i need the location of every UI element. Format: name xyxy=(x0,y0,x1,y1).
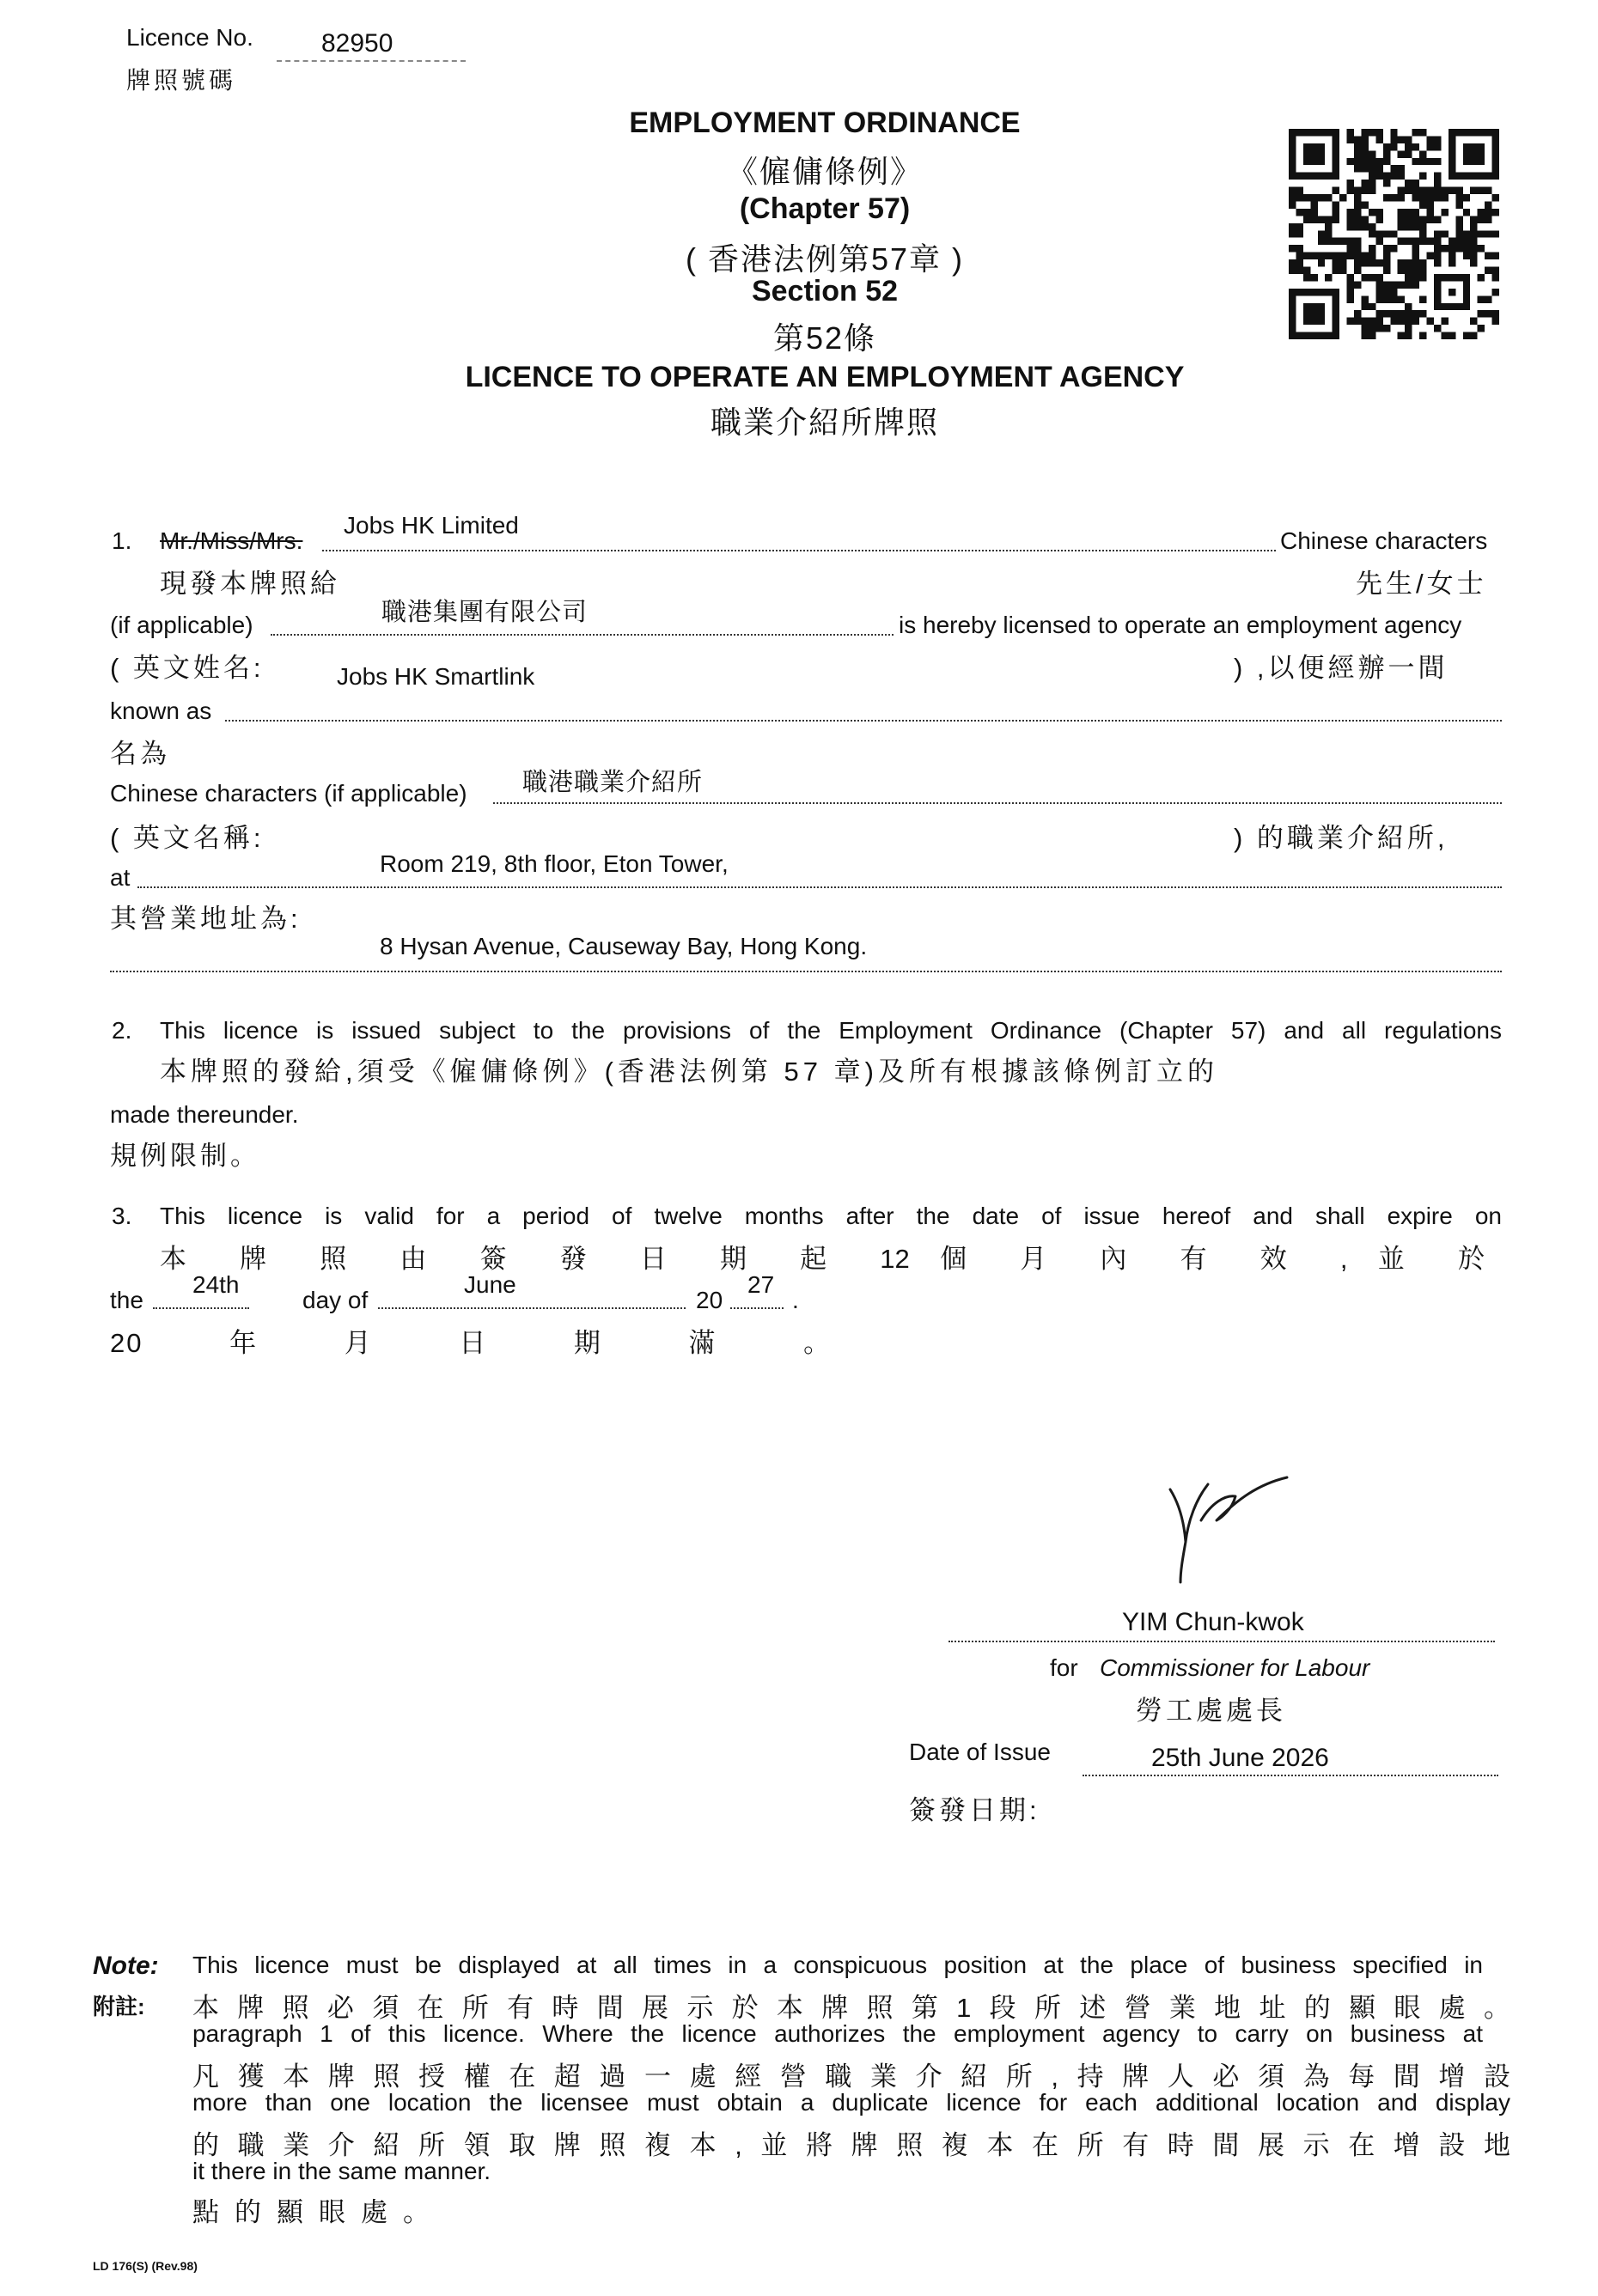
section-zh: 第52條 xyxy=(772,320,877,356)
licensee-name-zh-line xyxy=(271,634,894,636)
licence-no-value: 82950 xyxy=(321,29,393,58)
note-label-zh: 附註: xyxy=(93,1994,145,2019)
address-zh: 其營業地址為: xyxy=(110,904,302,934)
agency-name-line xyxy=(225,720,1502,722)
chapter-zh: ( 香港法例第57章 ) xyxy=(685,241,965,277)
licence-title-zh: 職業介紹所牌照 xyxy=(710,405,939,440)
english-title-zh: ( 英文名稱: xyxy=(110,823,265,853)
note-line1-en: This licence must be displayed at all times in a conspicuous position at the place of business specified in xyxy=(192,1952,1483,1978)
licensee-name-zh: 職港集團有限公司 xyxy=(381,599,589,626)
para3-the: the xyxy=(110,1287,143,1313)
signature-for: for xyxy=(1050,1654,1078,1681)
para2-number: 2. xyxy=(112,1017,132,1044)
section-en: Section 52 xyxy=(751,275,899,308)
licence-no-label-zh: 牌照號碼 xyxy=(126,67,237,94)
note-line1-zh: 本牌照必須在所有時間展示於本牌照第1段所述營業地址的顯眼處。 xyxy=(192,1993,1510,2023)
date-of-issue-label: Date of Issue xyxy=(909,1739,1051,1765)
expiry-month-line xyxy=(378,1307,686,1309)
para3-period: . xyxy=(792,1287,799,1313)
para2-line2-en: made thereunder. xyxy=(110,1101,299,1128)
licensee-name-line xyxy=(322,550,1276,551)
licence-no-underline xyxy=(277,60,466,62)
ordinance-title-zh: 《僱傭條例》 xyxy=(726,154,923,189)
para2-line1-zh: 本牌照的發給,須受《僱傭條例》(香港法例第 57 章)及所有根據該條例訂立的 xyxy=(160,1057,1218,1087)
if-applicable-label: (if applicable) xyxy=(110,612,253,638)
at-label: at xyxy=(110,864,131,891)
agency-name-zh: 職港職業介紹所 xyxy=(522,769,704,796)
named-zh: 名為 xyxy=(110,739,170,769)
para3-line1-zh: 本 牌 照 由 簽 發 日 期 起 12 個 月 內 有 效 , 並 於 xyxy=(160,1244,1485,1274)
agency-name: Jobs HK Smartlink xyxy=(337,663,535,690)
signatory-name: YIM Chun-kwok xyxy=(1122,1608,1304,1636)
para2-line2-zh: 規例限制。 xyxy=(110,1141,260,1171)
note-line3-zh: 的職業介紹所領取牌照複本,並將牌照複本在所有時間展示在增設地 xyxy=(192,2130,1510,2160)
chinese-characters-label: Chinese characters xyxy=(1280,527,1488,554)
salutation: Mr./Miss/Mrs. xyxy=(160,527,303,554)
ordinance-title-en: EMPLOYMENT ORDINANCE xyxy=(629,107,1021,139)
para1-number: 1. xyxy=(112,527,132,554)
expiry-day: 24th xyxy=(192,1271,240,1298)
date-of-issue-value: 25th June 2026 xyxy=(1151,1744,1329,1772)
address-line1: Room 219, 8th floor, Eton Tower, xyxy=(380,850,729,877)
note-line2-zh: 凡獲本牌照授權在超過一處經營職業介紹所,持牌人必須為每間增設 xyxy=(192,2062,1510,2092)
licensee-name: Jobs HK Limited xyxy=(344,512,519,539)
commissioner-title-en: Commissioner for Labour xyxy=(1100,1654,1370,1681)
address-line2: 8 Hysan Avenue, Causeway Bay, Hong Kong. xyxy=(380,933,868,959)
expiry-year-line xyxy=(730,1307,784,1309)
para2-line1-en: This licence is issued subject to the provisions of the Employment Ordinance (Chapter 57) and all regulations xyxy=(160,1017,1502,1044)
note-label-en: Note: xyxy=(93,1952,159,1980)
note-line3-en: more than one location the licensee must obtain a duplicate licence for each additional location and display xyxy=(192,2089,1510,2116)
note-line4-zh: 點的顯眼處。 xyxy=(192,2197,445,2227)
english-name-zh: ( 英文姓名: xyxy=(110,653,265,683)
para3-number: 3. xyxy=(112,1203,132,1229)
known-as-label: known as xyxy=(110,697,212,724)
address-line2-dots xyxy=(110,971,1502,972)
licensed-text: is hereby licensed to operate an employment agency xyxy=(899,612,1462,638)
licence-no-label: Licence No. xyxy=(126,24,253,51)
operate-zh: ) ,以便經辦一間 xyxy=(1234,653,1449,683)
para3-day-of: day of xyxy=(302,1287,369,1313)
para3-year-prefix: 20 xyxy=(696,1287,723,1313)
para3-line3-zh: 20 年 月 日 期 滿 。 xyxy=(110,1328,833,1358)
qr-code xyxy=(1289,129,1499,339)
commissioner-title-zh: 勞工處處長 xyxy=(1136,1696,1286,1726)
note-line2-en: paragraph 1 of this licence. Where the licence authorizes the employment agency to carry on business at xyxy=(192,2020,1483,2047)
expiry-year: 27 xyxy=(747,1271,775,1298)
signatory-line xyxy=(948,1641,1495,1642)
honorific-zh: 先生/女士 xyxy=(1356,569,1487,599)
chinese-if-applicable-label: Chinese characters (if applicable) xyxy=(110,780,467,807)
expiry-month: June xyxy=(464,1271,516,1298)
para3-line1-en: This licence is valid for a period of twelve months after the date of issue hereof and shall expire on xyxy=(160,1203,1502,1229)
date-of-issue-line xyxy=(1083,1775,1498,1776)
chapter-en: (Chapter 57) xyxy=(739,192,911,225)
form-code: LD 176(S) (Rev.98) xyxy=(93,2259,198,2273)
licence-title-en: LICENCE TO OPERATE AN EMPLOYMENT AGENCY xyxy=(465,361,1185,393)
agency-zh: ) 的職業介紹所, xyxy=(1234,823,1449,853)
note-line4-en: it there in the same manner. xyxy=(192,2158,491,2184)
date-of-issue-label-zh: 簽發日期: xyxy=(909,1795,1040,1825)
address-line1-dots xyxy=(137,886,1502,888)
expiry-day-line xyxy=(153,1307,249,1309)
signature-mark xyxy=(1160,1460,1297,1589)
agency-name-zh-line xyxy=(493,802,1502,804)
issued-to-zh: 現發本牌照給 xyxy=(160,569,340,599)
